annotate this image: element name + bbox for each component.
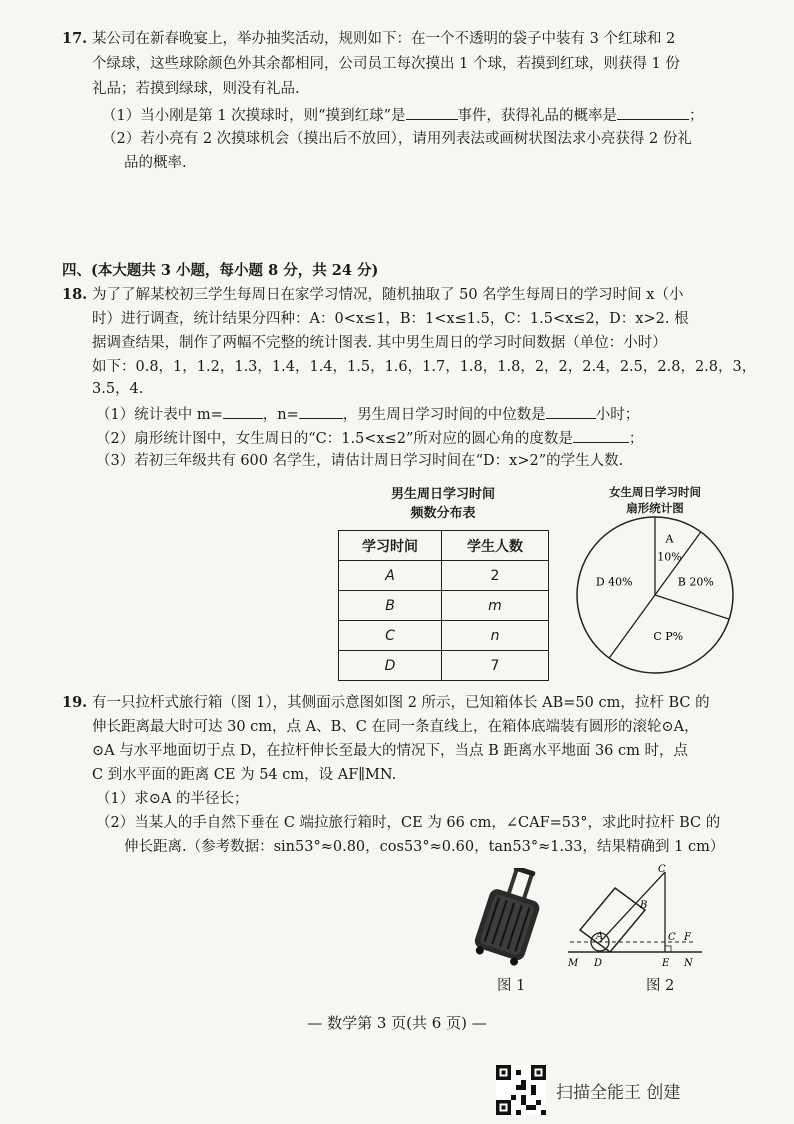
- q18-sub1-text-a: （1）统计表中 m=: [96, 407, 223, 423]
- table-title-2: 频数分布表: [410, 506, 476, 521]
- pie-slice-label: B 20%: [677, 575, 714, 589]
- answer-blank: [406, 105, 458, 120]
- fig1-caption: 图 1: [497, 978, 526, 994]
- q18-sub2: [96, 428, 643, 448]
- pie-title-2: 扇形统计图: [626, 501, 684, 515]
- frequency-table: [338, 530, 549, 681]
- geometry-figure: [560, 860, 710, 975]
- table-cell: 2: [442, 561, 549, 591]
- q19-line-3: ⊙A 与水平地面切于点 D，在拉杆伸长至最大的情况下，当点 B 距离水平地面 36 cm 时，点: [92, 743, 688, 759]
- table-cell: D: [339, 651, 442, 681]
- q18-line-2: 时）进行调查，统计结果分四种：A：0<x≤1，B：1<x≤1.5，C：1.5<x≤2，D：x>2. 根: [92, 311, 689, 327]
- table-cell: n: [442, 621, 549, 651]
- q18-sub2-text-b: ；: [628, 431, 644, 447]
- q17-sub1-text-b: 事件，获得礼品的概率是: [457, 108, 617, 124]
- q18-line-3: 据调查结果，制作了两幅不完整的统计图表. 其中男生周日的学习时间数据（单位：小时）: [92, 335, 667, 351]
- table-header-count: 学生人数: [442, 531, 549, 561]
- q18-number: 18.: [62, 286, 88, 303]
- point-label-M: M: [568, 958, 579, 969]
- point-label-N: N: [684, 958, 693, 969]
- q19-line-2: 伸长距离最大时可达 30 cm，点 A、B、C 在同一条直线上，在箱体底端装有圆形的滚轮⊙A，: [92, 719, 699, 735]
- table-title-1: 男生周日学习时间: [390, 487, 495, 502]
- q17-number: 17.: [62, 30, 88, 47]
- qr-code-icon: [496, 1065, 546, 1115]
- table-cell: 7: [442, 651, 549, 681]
- scanner-watermark: 扫描全能王 创建: [556, 1083, 681, 1103]
- q19-sub2-line-1: （2）当某人的手自然下垂在 C 端拉旅行箱时，CE 为 66 cm，∠CAF=53°，求此时拉杆 BC 的: [96, 815, 721, 831]
- q17-line-3: 礼品；若摸到绿球，则没有礼品.: [92, 81, 300, 97]
- answer-blank: [223, 404, 263, 419]
- table-header-row: [339, 531, 549, 561]
- q19-line-1: 有一只拉杆式旅行箱（图 1），其侧面示意图如图 2 所示，已知箱体长 AB=50 cm，拉杆 BC 的: [92, 695, 710, 711]
- table-row: [339, 621, 549, 651]
- q18-sub2-text-a: （2）扇形统计图中，女生周日的“C：1.5<x≤2”所对应的圆心角的度数是: [96, 431, 573, 447]
- q18-sub3: （3）若初三年级共有 600 名学生，请估计周日学习时间在“D：x>2”的学生人数.: [96, 453, 624, 469]
- q18-line-4: 如下：0.8，1，1.2，1.3，1.4，1.4，1.5，1.6，1.7，1.8，1.8，2，2，2.4，2.5，2.8，2.8，3，: [92, 359, 757, 375]
- table-cell: A: [339, 561, 442, 591]
- answer-blank: [617, 105, 689, 120]
- table-cell: B: [339, 591, 442, 621]
- q17-sub1: [102, 105, 704, 125]
- q18-line-5: 3.5，4.: [92, 381, 144, 397]
- pie-slice-boundary: [609, 595, 655, 658]
- table-row: [339, 651, 549, 681]
- q18-sub1-text-c: ，男生周日学习时间的中位数是: [342, 407, 546, 423]
- q18-sub1-text-d: 小时；: [595, 407, 640, 423]
- answer-blank: [546, 404, 596, 419]
- table-row: [339, 561, 549, 591]
- q17-line-2: 个绿球，这些球除颜色外其余都相同，公司员工每次摸出 1 个球，若摸到红球，则获得 1 份: [92, 56, 680, 72]
- q19-number: 19.: [62, 694, 88, 711]
- point-label-E: E: [662, 958, 670, 969]
- point-label-F: F: [684, 932, 691, 943]
- pie-chart: [570, 510, 740, 680]
- table-cell: C: [339, 621, 442, 651]
- q19-sub1: （1）求⊙A 的半径长；: [96, 791, 249, 807]
- suitcase-illustration: [470, 868, 560, 968]
- q17-sub2-line-1: （2）若小亮有 2 次摸球机会（摸出后不放回），请用列表法或画树状图法求小亮获得 2 份礼: [102, 131, 692, 147]
- section-heading: 四、(本大题共 3 小题，每小题 8 分，共 24 分): [62, 262, 379, 279]
- point-label-D: D: [594, 958, 603, 969]
- q17-sub2-line-2: 品的概率.: [124, 155, 187, 171]
- point-label-C: C: [658, 864, 666, 875]
- q17-line-1: 某公司在新春晚宴上，举办抽奖活动，规则如下：在一个不透明的袋子中装有 3 个红球和 2: [92, 31, 676, 47]
- pie-slice-label: D 40%: [595, 575, 633, 589]
- table-header-time: 学习时间: [339, 531, 442, 561]
- table-cell: m: [442, 591, 549, 621]
- q17-sub1-text-c: ；: [689, 108, 704, 124]
- q18-line-1: 为了了解某校初三学生每周日在家学习情况，随机抽取了 50 名学生每周日的学习时间 x（小: [92, 287, 684, 303]
- fig2-caption: 图 2: [646, 978, 675, 994]
- pie-slice-label: C P%: [653, 629, 684, 643]
- q17-sub1-text-a: （1）当小刚是第 1 次摸球时，则“摸到红球”是: [102, 108, 406, 124]
- q18-sub1: [96, 404, 639, 424]
- point-label-A: A: [596, 931, 604, 942]
- pie-slice-boundary: [655, 595, 729, 619]
- q19-sub2-line-2: 伸长距离.（参考数据：sin53°≈0.80，cos53°≈0.60，tan53°≈1.33，结果精确到 1 cm）: [124, 839, 725, 855]
- pie-slice-value: 10%: [657, 550, 682, 564]
- pie-slice-label: A: [665, 532, 674, 546]
- point-label-B: B: [640, 900, 648, 911]
- answer-blank: [573, 428, 629, 443]
- page-footer: — 数学第 3 页(共 6 页) —: [307, 1014, 487, 1032]
- answer-blank: [299, 404, 343, 419]
- point-label-C-foot: C: [668, 932, 676, 943]
- table-row: [339, 591, 549, 621]
- q19-line-4: C 到水平面的距离 CE 为 54 cm，设 AF∥MN.: [92, 767, 397, 783]
- pie-title-1: 女生周日学习时间: [609, 485, 701, 499]
- q18-sub1-text-b: ，n=: [262, 407, 299, 423]
